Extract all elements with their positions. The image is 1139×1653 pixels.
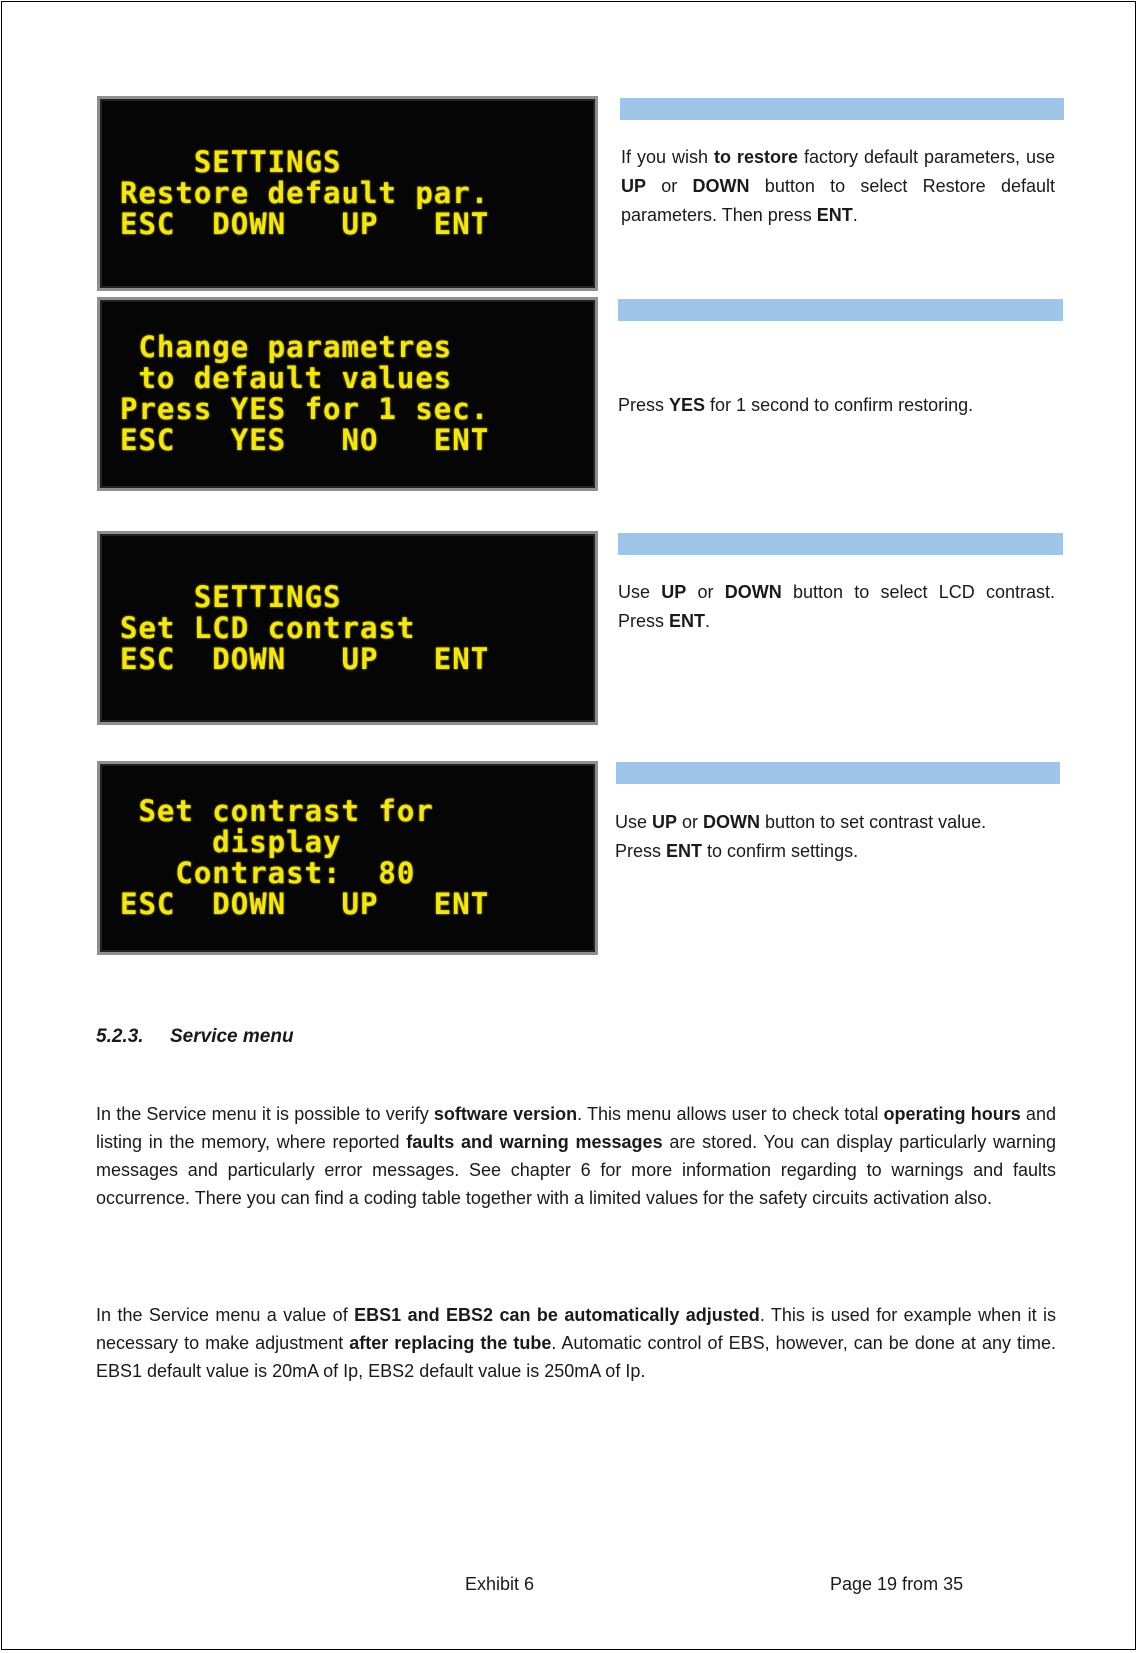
header-bar bbox=[620, 98, 1064, 120]
header-bar bbox=[618, 533, 1063, 555]
section-title: Service menu bbox=[170, 1026, 294, 1047]
lcd-line: Set LCD contrast bbox=[120, 610, 416, 645]
lcd-line: to default values bbox=[120, 361, 453, 395]
footer-page-number: Page 19 from 35 bbox=[830, 1574, 964, 1594]
lcd-line: Change parametres bbox=[120, 330, 453, 364]
section-number: 5.2.3. bbox=[96, 1026, 144, 1047]
lcd-line: ESC DOWN UP ENT bbox=[120, 887, 490, 921]
lcd-line: Contrast: 80 bbox=[120, 856, 416, 890]
lcd-line: ESC DOWN UP ENT bbox=[120, 641, 490, 676]
lcd-screen-confirm-restore bbox=[97, 297, 598, 491]
footer-exhibit: Exhibit 6 bbox=[465, 1574, 535, 1594]
paragraph-service-menu: In the Service menu it is possible to verify software version. This menu allows user to check total operating hours and listing in the memory, where reported faults and warning messages are stored. You can display particularly warning messages and particularly error messages. See chapter 6 for more information regarding to warnings and faults occurrence. There you can find a coding table together with a limited values for the safety circuits activation also. bbox=[96, 1104, 1057, 1208]
paragraph-ebs: In the Service menu a value of EBS1 and EBS2 can be automatically adjusted. This is used for example when it is necessary to make adjustment after replacing the tube. Automatic control of EBS, however, can be done at any time. EBS1 default value is 20mA of Ip, EBS2 default value is 250mA of Ip. bbox=[96, 1305, 1057, 1381]
lcd-line: ESC DOWN UP ENT bbox=[120, 207, 490, 241]
description-confirm: Press YES for 1 second to confirm restoring. bbox=[618, 395, 974, 415]
lcd-line: ESC YES NO ENT bbox=[120, 423, 490, 457]
lcd-line: display bbox=[120, 825, 342, 859]
description-lcd-contrast: Use UP or DOWN button to select LCD contrast. Press ENT. bbox=[618, 582, 1055, 631]
lcd-line: Set contrast for bbox=[120, 794, 434, 828]
lcd-line: SETTINGS bbox=[120, 579, 342, 614]
lcd-line: Restore default par. bbox=[120, 176, 490, 210]
lcd-line: Press YES for 1 sec. bbox=[120, 392, 490, 426]
description-restore: If you wish to restore factory default parameters, use UP or DOWN button to select Restore default parameters. Then press ENT. bbox=[621, 147, 1055, 225]
header-bar bbox=[618, 299, 1063, 321]
lcd-line: SETTINGS bbox=[120, 145, 342, 179]
section-heading bbox=[96, 1026, 294, 1048]
lcd-screen-set-contrast bbox=[97, 761, 598, 955]
lcd-screen-restore-default bbox=[97, 96, 598, 291]
lcd-screen-lcd-contrast bbox=[97, 531, 598, 725]
header-bar bbox=[616, 762, 1060, 784]
description-set-contrast: Use UP or DOWN button to set contrast value. Press ENT to confirm settings. bbox=[615, 812, 987, 861]
